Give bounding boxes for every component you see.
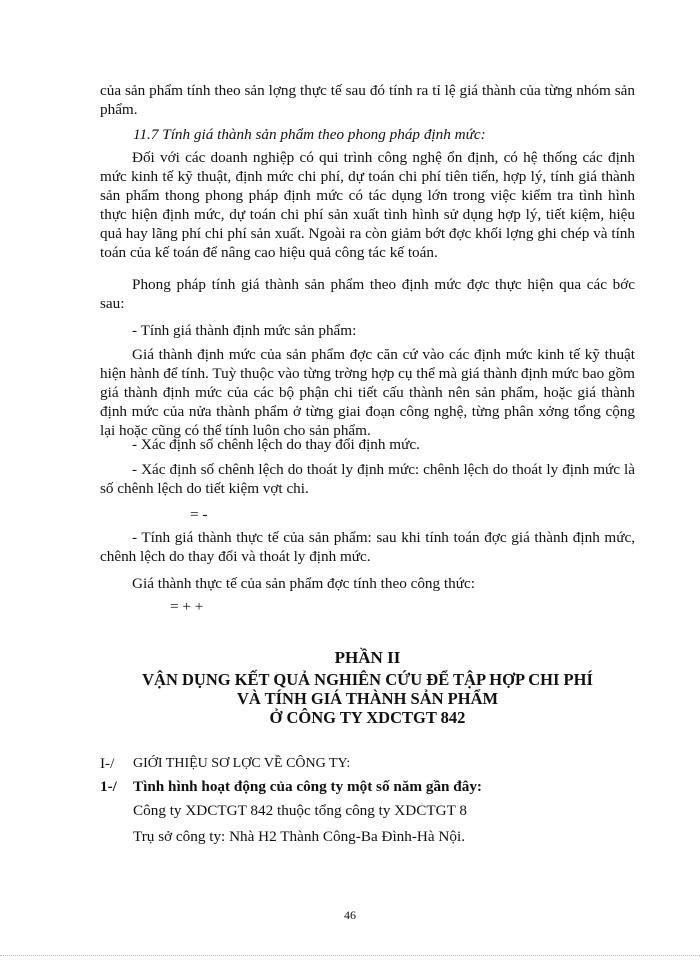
part-title: PHẦN II [334,648,401,667]
part-heading-line-3: Ở CÔNG TY XDCTGT 842 [269,708,466,727]
part-heading-line-2: VÀ TÍNH GIÁ THÀNH SẢN PHẨM [236,689,499,708]
section-2-title: Tình hình hoạt động của công ty một số năm gần đây: [133,778,482,795]
step-deviation-variance: - Xác định số chênh lệch do thoát ly định mức: chênh lệch do thoát ly định mức là số chênh lệch do tiết kiệm vợt chi. [100,461,635,497]
subsection-heading-11-7: 11.7 Tính giá thành sản phẩm theo phong pháp định mức: [133,126,486,143]
part-heading-line-1: VẬN DỤNG KẾT QUẢ NGHIÊN CỨU ĐỂ TẬP HỢP CHI PHÍ [142,670,593,689]
paragraph-continuation: của sản phẩm tính theo sản lợng thực tế sau đó tính ra tỉ lệ giá thành của từng nhóm sản phẩm. [100,82,635,118]
address-line: Trụ sở công ty: Nhà H2 Thành Công-Ba Đình-Hà Nội. [133,828,466,845]
paragraph-standard-cost-intro: Đối với các doanh nghiệp có qui trình công nghệ ổn định, có hệ thống các định mức kinh tế kỹ thuật, định mức chi phí, dự toán chi phí tiên tiến, hợp lý, tính giá thành sản phẩm thong phong pháp định mức có tác dụng lớn trong việc kiểm tra tình hình thực hiện định mức, dự toán chi phí sản xuất tình hình sử dụng hợp lý, tiết kiệm, hiệu quả hay lãng phí chi phí sản xuất. Ngoài ra còn giảm bớt đợc khối lợng ghi chép và tính toán của kế toán để nâng cao hiệu quả công tác kế toán. [100,149,635,261]
company-line: Công ty XDCTGT 842 thuộc tổng công ty XDCTGT 8 [133,802,467,819]
section-1-title: GIỚI THIỆU SƠ LỢC VỀ CÔNG TY: [133,756,351,771]
paragraph-formula-intro: Giá thành thực tế của sản phẩm đợc tính theo công thức: [132,575,475,592]
paragraph-method-steps: Phong pháp tính giá thành sản phẩm theo định mức đợc thực hiện qua các bớc sau: [100,276,635,312]
section-1-number: I-/ [100,755,115,772]
formula-deviation: = - [190,506,208,523]
paragraph-standard-cost-detail: Giá thành định mức của sản phẩm đợc căn cứ vào các định mức kinh tế kỹ thuật hiện hành để tính. Tuỳ thuộc vào từng trờng hợp cụ thể mà giá thành định mức bao gồm giá thành định mức của các bộ phận chi tiết cấu thành nên sản phẩm, hoặc giá thành định mức của nửa thành phẩm ở từng giai đoạn công nghệ, từng phân xởng tổng cộng lại hoặc cũng có thể tính luôn cho sản phẩm. [100,346,635,439]
step-actual-cost: - Tính giá thành thực tế của sản phẩm: sau khi tính toán đợc giá thành định mức, chênh lệch do thay đổi và thoát ly định mức. [100,529,635,565]
section-2-number: 1-/ [100,778,117,795]
formula-actual-cost: = + + [170,598,204,615]
step-standard-cost: - Tính giá thành định mức sản phẩm: [132,322,357,339]
page-number: 46 [344,908,356,922]
page-bottom-divider [0,955,700,956]
step-change-variance: - Xác định số chênh lệch do thay đổi định mức. [132,436,420,453]
